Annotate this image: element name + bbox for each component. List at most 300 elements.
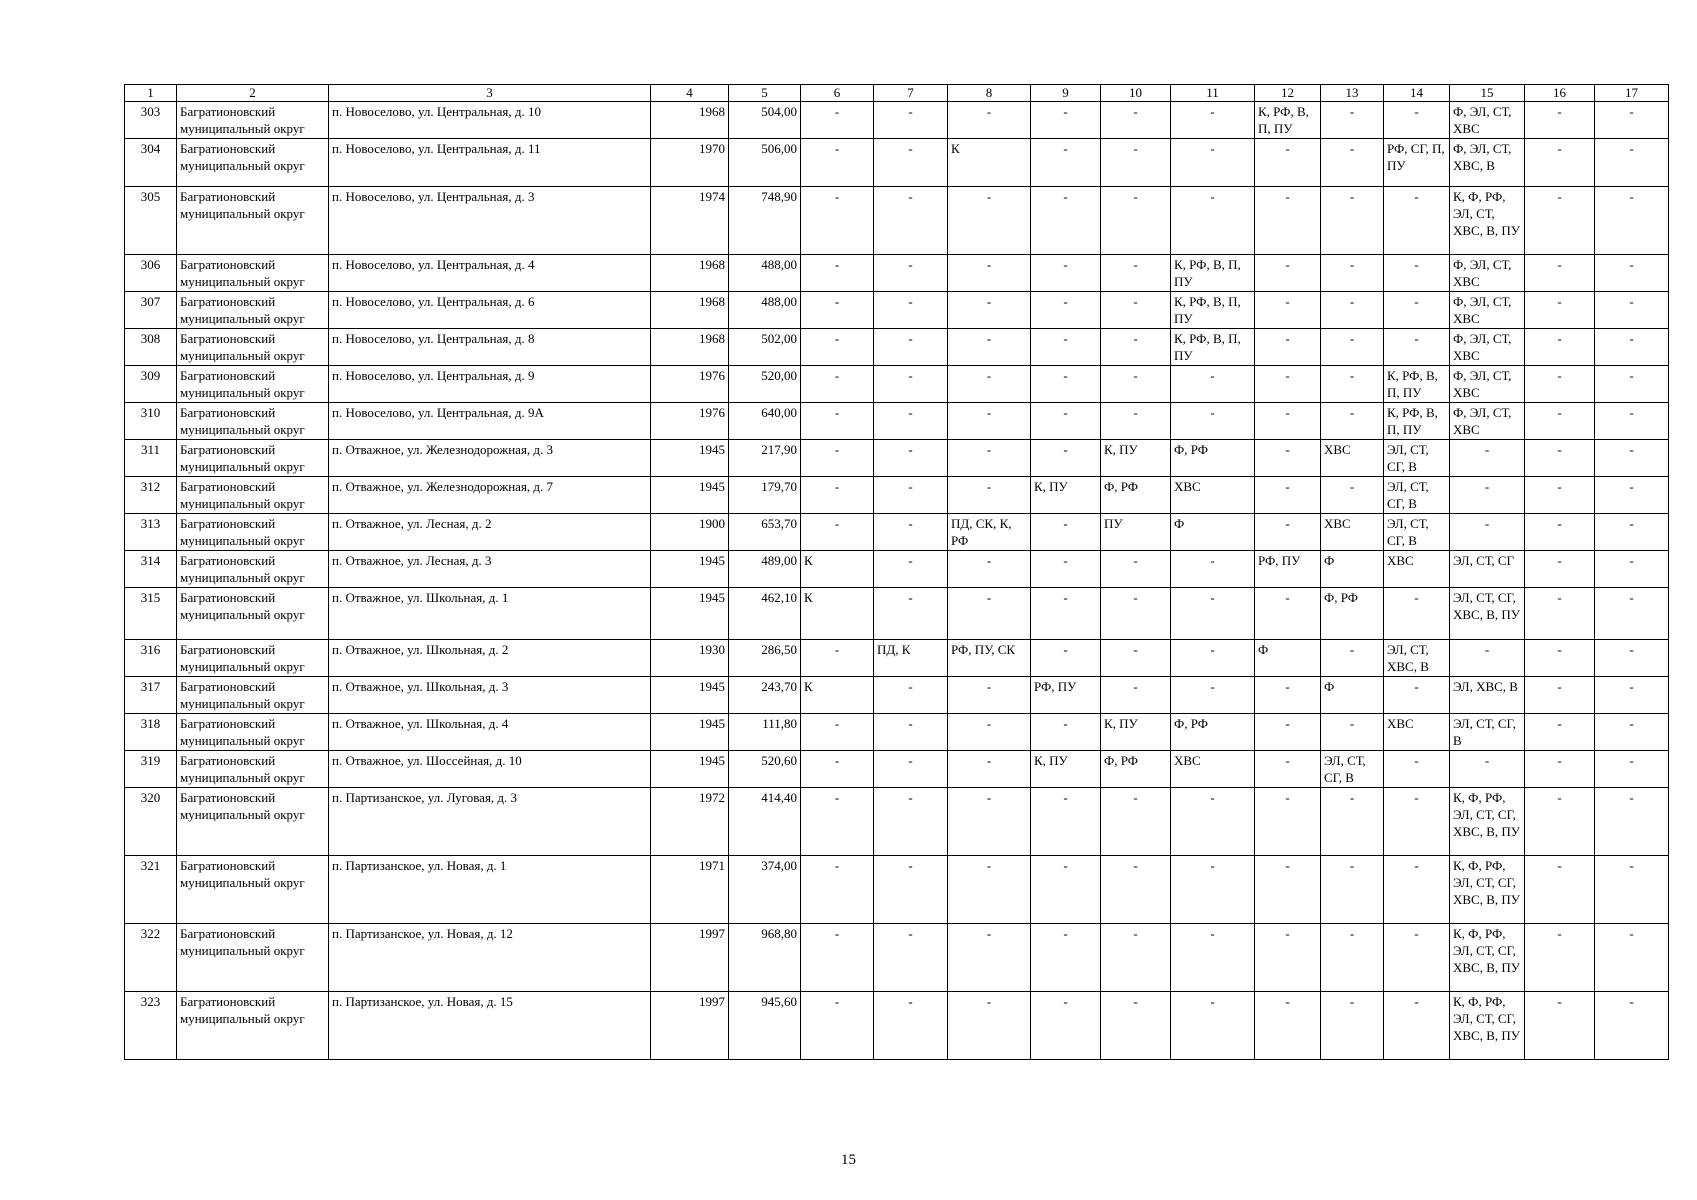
table-cell: - <box>874 924 948 992</box>
table-cell: - <box>1525 992 1595 1060</box>
table-cell: - <box>1171 102 1255 139</box>
table-cell: - <box>801 514 874 551</box>
table-cell: п. Новоселово, ул. Центральная, д. 11 <box>329 139 651 187</box>
table-cell: - <box>874 187 948 255</box>
table-cell: 1972 <box>651 788 729 856</box>
table-cell: 653,70 <box>729 514 801 551</box>
table-cell: - <box>1101 292 1171 329</box>
table-cell: РФ, ПУ, СК <box>948 640 1031 677</box>
register-table <box>124 84 1669 1060</box>
column-header: 4 <box>651 85 729 102</box>
table-cell: п. Отважное, ул. Школьная, д. 2 <box>329 640 651 677</box>
table-cell: - <box>874 102 948 139</box>
table-cell: - <box>1255 992 1321 1060</box>
table-cell: 315 <box>125 588 177 640</box>
table-cell: - <box>1384 329 1450 366</box>
table-cell: - <box>1171 139 1255 187</box>
table-row <box>125 992 1669 1060</box>
table-cell: ЭЛ, СТ, СГ, В <box>1384 514 1450 551</box>
table-cell: - <box>948 788 1031 856</box>
column-header: 15 <box>1450 85 1525 102</box>
table-cell: - <box>1031 856 1101 924</box>
table-cell: - <box>801 856 874 924</box>
table-cell: - <box>1101 139 1171 187</box>
table-cell: - <box>1525 477 1595 514</box>
table-row <box>125 677 1669 714</box>
table-cell: - <box>874 788 948 856</box>
table-cell: РФ, ПУ <box>1255 551 1321 588</box>
table-cell: - <box>1101 329 1171 366</box>
table-cell: 1945 <box>651 551 729 588</box>
column-header: 5 <box>729 85 801 102</box>
table-cell: 311 <box>125 440 177 477</box>
table-cell: - <box>801 788 874 856</box>
table-cell: - <box>1031 403 1101 440</box>
table-cell: - <box>948 551 1031 588</box>
table-cell: Багратионовский муниципальный округ <box>177 677 329 714</box>
table-cell: - <box>801 440 874 477</box>
table-cell: - <box>1171 992 1255 1060</box>
table-cell: 312 <box>125 477 177 514</box>
table-cell: ПУ <box>1101 514 1171 551</box>
table-cell: - <box>1595 440 1669 477</box>
table-cell: ЭЛ, СТ, ХВС, В <box>1384 640 1450 677</box>
table-cell: Ф, РФ <box>1101 751 1171 788</box>
table-cell: ПД, К <box>874 640 948 677</box>
table-row <box>125 366 1669 403</box>
table-cell: РФ, СГ, П, ПУ <box>1384 139 1450 187</box>
table-cell: - <box>1031 514 1101 551</box>
table-cell: ЭЛ, СТ, СГ, В <box>1384 440 1450 477</box>
table-cell: 945,60 <box>729 992 801 1060</box>
table-cell: - <box>1525 366 1595 403</box>
table-cell: - <box>1595 255 1669 292</box>
table-cell: п. Новоселово, ул. Центральная, д. 3 <box>329 187 651 255</box>
table-cell: - <box>1525 514 1595 551</box>
table-cell: - <box>1171 403 1255 440</box>
table-cell: К, Ф, РФ, ЭЛ, СТ, СГ, ХВС, В, ПУ <box>1450 856 1525 924</box>
table-cell: - <box>1384 102 1450 139</box>
table-cell: - <box>1384 255 1450 292</box>
table-cell: Багратионовский муниципальный округ <box>177 329 329 366</box>
table-cell: - <box>1031 440 1101 477</box>
table-cell: - <box>1384 856 1450 924</box>
table-cell: - <box>1525 640 1595 677</box>
table-cell: ХВС <box>1171 751 1255 788</box>
table-cell: - <box>874 139 948 187</box>
table-cell: 306 <box>125 255 177 292</box>
table-cell: п. Новоселово, ул. Центральная, д. 8 <box>329 329 651 366</box>
column-header: 1 <box>125 85 177 102</box>
table-cell: Багратионовский муниципальный округ <box>177 187 329 255</box>
table-cell: - <box>948 924 1031 992</box>
table-cell: - <box>1595 187 1669 255</box>
table-cell: - <box>948 714 1031 751</box>
table-cell: - <box>1321 139 1384 187</box>
table-cell: - <box>874 440 948 477</box>
table-cell: - <box>1031 992 1101 1060</box>
table-cell: 462,10 <box>729 588 801 640</box>
table-cell: - <box>1525 551 1595 588</box>
table-cell: Багратионовский муниципальный округ <box>177 788 329 856</box>
table-cell: 304 <box>125 139 177 187</box>
table-cell: - <box>1321 187 1384 255</box>
table-row <box>125 329 1669 366</box>
table-cell: К, Ф, РФ, ЭЛ, СТ, СГ, ХВС, В, ПУ <box>1450 788 1525 856</box>
table-cell: - <box>1101 856 1171 924</box>
table-cell: - <box>874 856 948 924</box>
table-cell: 1945 <box>651 477 729 514</box>
table-cell: - <box>1525 403 1595 440</box>
table-row <box>125 139 1669 187</box>
table-cell: Багратионовский муниципальный округ <box>177 992 329 1060</box>
table-cell: 1974 <box>651 187 729 255</box>
table-cell: - <box>801 477 874 514</box>
table-cell: - <box>1595 551 1669 588</box>
table-cell: 303 <box>125 102 177 139</box>
table-cell: - <box>801 714 874 751</box>
table-cell: - <box>1031 551 1101 588</box>
table-cell: 308 <box>125 329 177 366</box>
table-cell: п. Отважное, ул. Школьная, д. 3 <box>329 677 651 714</box>
table-cell: - <box>874 403 948 440</box>
table-cell: 1930 <box>651 640 729 677</box>
table-cell: - <box>948 992 1031 1060</box>
table-cell: К, ПУ <box>1031 477 1101 514</box>
table-cell: - <box>801 102 874 139</box>
table-cell: ЭЛ, СТ, СГ <box>1450 551 1525 588</box>
table-cell: - <box>1595 292 1669 329</box>
column-header: 6 <box>801 85 874 102</box>
table-cell: 305 <box>125 187 177 255</box>
table-cell: - <box>948 255 1031 292</box>
table-cell: - <box>1525 856 1595 924</box>
table-cell: - <box>1525 102 1595 139</box>
table-cell: - <box>1525 588 1595 640</box>
table-cell: - <box>1101 366 1171 403</box>
table-cell: - <box>801 640 874 677</box>
table-cell: - <box>1595 751 1669 788</box>
table-cell: п. Отважное, ул. Школьная, д. 1 <box>329 588 651 640</box>
table-cell: - <box>1101 255 1171 292</box>
table-cell: 286,50 <box>729 640 801 677</box>
table-cell: - <box>801 924 874 992</box>
table-cell: Багратионовский муниципальный округ <box>177 856 329 924</box>
table-cell: 321 <box>125 856 177 924</box>
table-cell: 322 <box>125 924 177 992</box>
table-cell: 506,00 <box>729 139 801 187</box>
table-cell: - <box>1450 514 1525 551</box>
table-cell: ХВС <box>1384 551 1450 588</box>
table-cell: - <box>874 366 948 403</box>
table-cell: Ф <box>1321 551 1384 588</box>
table-cell: 520,60 <box>729 751 801 788</box>
table-cell: п. Отважное, ул. Шоссейная, д. 10 <box>329 751 651 788</box>
table-cell: Багратионовский муниципальный округ <box>177 588 329 640</box>
table-cell: К, Ф, РФ, ЭЛ, СТ, СГ, ХВС, В, ПУ <box>1450 992 1525 1060</box>
table-cell: 1997 <box>651 992 729 1060</box>
table-cell: - <box>1101 588 1171 640</box>
table-cell: 316 <box>125 640 177 677</box>
table-cell: - <box>1595 329 1669 366</box>
table-row <box>125 551 1669 588</box>
table-cell: - <box>1525 329 1595 366</box>
table-cell: п. Партизанское, ул. Луговая, д. 3 <box>329 788 651 856</box>
table-cell: Багратионовский муниципальный округ <box>177 751 329 788</box>
table-cell: 217,90 <box>729 440 801 477</box>
table-row <box>125 187 1669 255</box>
table-cell: РФ, ПУ <box>1031 677 1101 714</box>
table-cell: - <box>1595 788 1669 856</box>
table-cell: - <box>801 187 874 255</box>
table-cell: п. Партизанское, ул. Новая, д. 15 <box>329 992 651 1060</box>
table-cell: Ф, ЭЛ, СТ, ХВС <box>1450 102 1525 139</box>
table-cell: ЭЛ, СТ, СГ, В <box>1450 714 1525 751</box>
table-cell: - <box>1171 677 1255 714</box>
table-cell: - <box>948 403 1031 440</box>
table-cell: - <box>1255 477 1321 514</box>
table-cell: - <box>874 551 948 588</box>
table-cell: 111,80 <box>729 714 801 751</box>
table-cell: - <box>1525 714 1595 751</box>
table-cell: - <box>1321 292 1384 329</box>
table-cell: - <box>1321 640 1384 677</box>
table-cell: Ф, ЭЛ, СТ, ХВС <box>1450 255 1525 292</box>
table-cell: 968,80 <box>729 924 801 992</box>
table-cell: - <box>1384 751 1450 788</box>
table-cell: ХВС <box>1384 714 1450 751</box>
table-cell: ЭЛ, СТ, СГ, В <box>1384 477 1450 514</box>
table-cell: - <box>874 329 948 366</box>
column-header: 3 <box>329 85 651 102</box>
table-cell: Ф, ЭЛ, СТ, ХВС <box>1450 366 1525 403</box>
table-cell: - <box>1031 588 1101 640</box>
table-cell: - <box>1171 187 1255 255</box>
table-cell: - <box>874 992 948 1060</box>
table-cell: - <box>1321 788 1384 856</box>
table-cell: - <box>1595 640 1669 677</box>
table-cell: - <box>1255 255 1321 292</box>
table-cell: - <box>1255 677 1321 714</box>
table-cell: К <box>948 139 1031 187</box>
table-cell: 309 <box>125 366 177 403</box>
table-cell: - <box>1321 255 1384 292</box>
table-cell: Багратионовский муниципальный округ <box>177 366 329 403</box>
table-cell: - <box>948 677 1031 714</box>
table-cell: - <box>1171 640 1255 677</box>
table-cell: 1971 <box>651 856 729 924</box>
table-cell: - <box>1384 924 1450 992</box>
table-cell: К, РФ, В, П, ПУ <box>1384 403 1450 440</box>
table-cell: - <box>1321 992 1384 1060</box>
table-cell: Багратионовский муниципальный округ <box>177 640 329 677</box>
table-cell: - <box>1255 292 1321 329</box>
table-cell: 488,00 <box>729 255 801 292</box>
table-cell: 320 <box>125 788 177 856</box>
table-cell: п. Партизанское, ул. Новая, д. 1 <box>329 856 651 924</box>
table-cell: 317 <box>125 677 177 714</box>
table-cell: Ф <box>1255 640 1321 677</box>
table-cell: 1968 <box>651 292 729 329</box>
table-cell: 243,70 <box>729 677 801 714</box>
table-row <box>125 477 1669 514</box>
table-row <box>125 514 1669 551</box>
table-cell: - <box>948 588 1031 640</box>
table-cell: Ф, ЭЛ, СТ, ХВС, В <box>1450 139 1525 187</box>
table-cell: 488,00 <box>729 292 801 329</box>
table-cell: - <box>1255 751 1321 788</box>
table-row <box>125 640 1669 677</box>
column-header: 2 <box>177 85 329 102</box>
table-cell: Багратионовский муниципальный округ <box>177 440 329 477</box>
table-cell: 640,00 <box>729 403 801 440</box>
table-row <box>125 924 1669 992</box>
table-cell: п. Отважное, ул. Школьная, д. 4 <box>329 714 651 751</box>
table-cell: - <box>1031 366 1101 403</box>
table-cell: - <box>1255 788 1321 856</box>
table-cell: п. Новоселово, ул. Центральная, д. 4 <box>329 255 651 292</box>
table-cell: 313 <box>125 514 177 551</box>
table-cell: Ф, РФ <box>1101 477 1171 514</box>
table-cell: - <box>1525 751 1595 788</box>
column-header: 8 <box>948 85 1031 102</box>
table-cell: - <box>874 477 948 514</box>
table-cell: - <box>801 329 874 366</box>
table-cell: Ф, ЭЛ, СТ, ХВС <box>1450 329 1525 366</box>
table-cell: - <box>1595 102 1669 139</box>
table-cell: - <box>1321 856 1384 924</box>
table-cell: - <box>1101 403 1171 440</box>
table-cell: Багратионовский муниципальный округ <box>177 292 329 329</box>
table-cell: п. Отважное, ул. Лесная, д. 3 <box>329 551 651 588</box>
table-cell: - <box>1595 856 1669 924</box>
table-row <box>125 714 1669 751</box>
table-cell: - <box>1595 924 1669 992</box>
table-cell: К, ПУ <box>1031 751 1101 788</box>
table-cell: К, Ф, РФ, ЭЛ, СТ, СГ, ХВС, В, ПУ <box>1450 924 1525 992</box>
table-cell: - <box>1255 139 1321 187</box>
table-cell: Багратионовский муниципальный округ <box>177 924 329 992</box>
table-cell: 310 <box>125 403 177 440</box>
table-cell: - <box>1595 514 1669 551</box>
table-cell: - <box>1101 551 1171 588</box>
table-cell: - <box>874 514 948 551</box>
table-cell: - <box>801 292 874 329</box>
table-cell: Ф, РФ <box>1171 440 1255 477</box>
table-cell: 1968 <box>651 255 729 292</box>
table-cell: - <box>1031 187 1101 255</box>
table-cell: 307 <box>125 292 177 329</box>
table-cell: п. Новоселово, ул. Центральная, д. 9 <box>329 366 651 403</box>
table-cell: - <box>1595 139 1669 187</box>
table-cell: - <box>1255 514 1321 551</box>
table-cell: ЭЛ, СТ, СГ, В <box>1321 751 1384 788</box>
table-cell: К <box>801 677 874 714</box>
table-cell: - <box>1450 477 1525 514</box>
table-cell: - <box>1101 992 1171 1060</box>
table-cell: - <box>1525 139 1595 187</box>
table-cell: 748,90 <box>729 187 801 255</box>
table-cell: 374,00 <box>729 856 801 924</box>
table-cell: - <box>1450 440 1525 477</box>
table-cell: 1976 <box>651 403 729 440</box>
table-cell: - <box>1321 477 1384 514</box>
table-cell: - <box>1171 551 1255 588</box>
table-cell: - <box>1031 924 1101 992</box>
table-cell: - <box>1525 292 1595 329</box>
table-cell: п. Отважное, ул. Железнодорожная, д. 3 <box>329 440 651 477</box>
table-row <box>125 788 1669 856</box>
table-cell: - <box>1450 640 1525 677</box>
table-cell: 1976 <box>651 366 729 403</box>
table-cell: - <box>1101 187 1171 255</box>
table-cell: - <box>1031 788 1101 856</box>
table-cell: Ф <box>1321 677 1384 714</box>
table-cell: п. Новоселово, ул. Центральная, д. 9А <box>329 403 651 440</box>
table-header-row <box>125 85 1669 102</box>
column-header: 10 <box>1101 85 1171 102</box>
table-cell: Багратионовский муниципальный округ <box>177 139 329 187</box>
table-cell: - <box>1321 366 1384 403</box>
table-cell: - <box>801 992 874 1060</box>
table-cell: - <box>1171 924 1255 992</box>
page-number: 15 <box>841 1152 856 1168</box>
table-cell: - <box>801 366 874 403</box>
table-cell: п. Новоселово, ул. Центральная, д. 6 <box>329 292 651 329</box>
column-header: 11 <box>1171 85 1255 102</box>
table-cell: - <box>1031 714 1101 751</box>
table-row <box>125 751 1669 788</box>
table-cell: - <box>1525 924 1595 992</box>
column-header: 13 <box>1321 85 1384 102</box>
table-cell: ХВС <box>1171 477 1255 514</box>
table-cell: К, ПУ <box>1101 714 1171 751</box>
table-cell: - <box>1255 329 1321 366</box>
table-cell: п. Отважное, ул. Лесная, д. 2 <box>329 514 651 551</box>
table-cell: Ф, РФ <box>1171 714 1255 751</box>
table-cell: ЭЛ, СТ, СГ, ХВС, В, ПУ <box>1450 588 1525 640</box>
table-cell: 314 <box>125 551 177 588</box>
table-row <box>125 403 1669 440</box>
table-cell: 179,70 <box>729 477 801 514</box>
table-cell: - <box>948 477 1031 514</box>
table-cell: - <box>1031 139 1101 187</box>
table-cell: 489,00 <box>729 551 801 588</box>
table-cell: - <box>801 403 874 440</box>
table-cell: - <box>1384 292 1450 329</box>
table-cell: - <box>1031 255 1101 292</box>
table-cell: - <box>1101 677 1171 714</box>
table-cell: - <box>1321 102 1384 139</box>
table-cell: - <box>874 588 948 640</box>
table-cell: - <box>948 751 1031 788</box>
table-cell: - <box>1525 187 1595 255</box>
table-cell: - <box>1255 588 1321 640</box>
table-cell: - <box>874 714 948 751</box>
table-cell: 1945 <box>651 714 729 751</box>
table-cell: - <box>1595 588 1669 640</box>
table-cell: 1997 <box>651 924 729 992</box>
table-cell: - <box>1255 714 1321 751</box>
column-header: 17 <box>1595 85 1669 102</box>
table-cell: Багратионовский муниципальный округ <box>177 477 329 514</box>
table-cell: - <box>1595 992 1669 1060</box>
table-cell: п. Новоселово, ул. Центральная, д. 10 <box>329 102 651 139</box>
table-cell: ХВС <box>1321 514 1384 551</box>
table-cell: - <box>1595 714 1669 751</box>
table-cell: - <box>1255 440 1321 477</box>
table-cell: - <box>1101 924 1171 992</box>
